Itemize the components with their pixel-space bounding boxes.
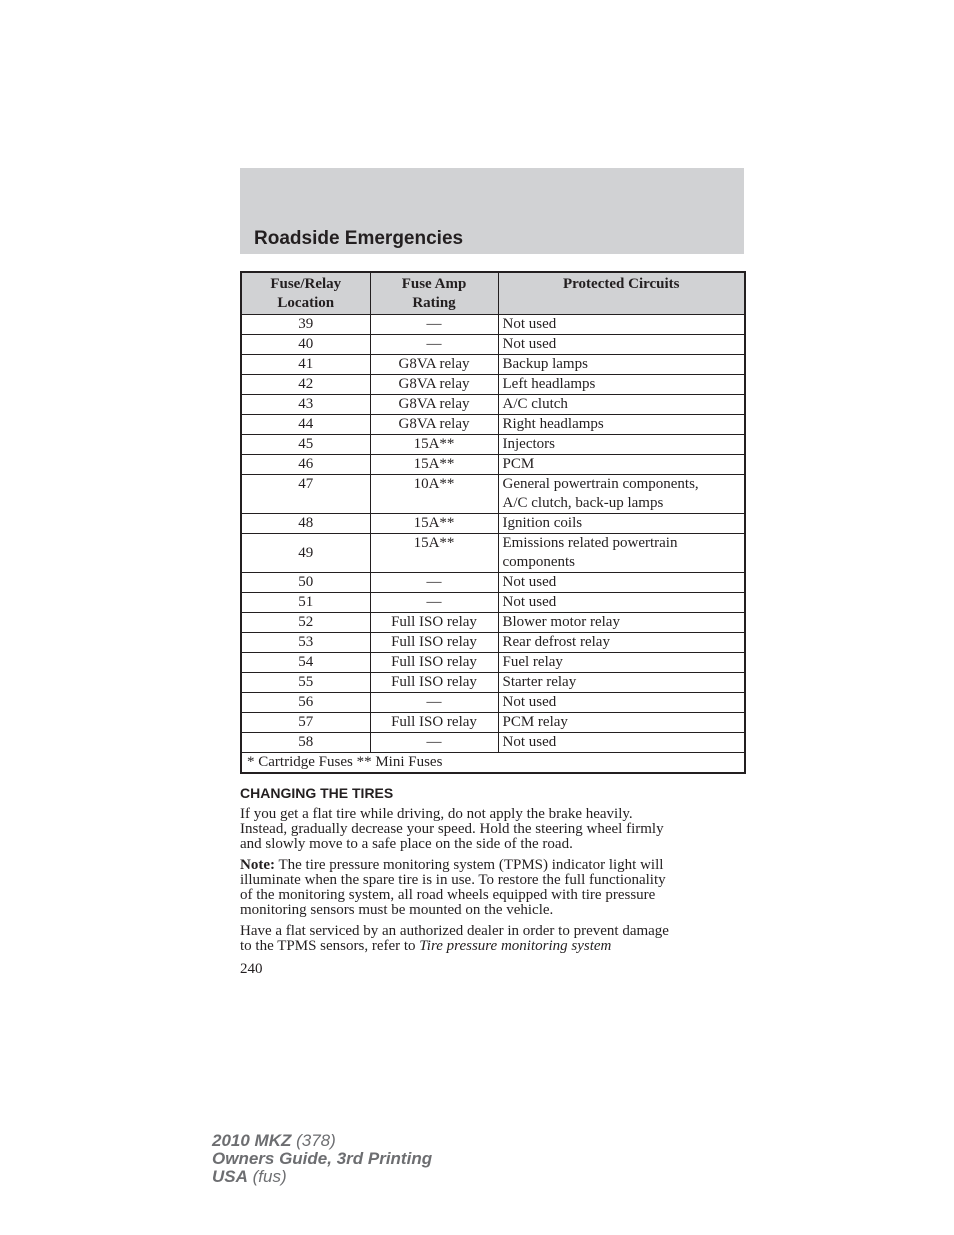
cell-rating: G8VA relay	[370, 395, 498, 415]
header-location-line2: Location	[277, 295, 335, 311]
cell-location: 57	[241, 713, 370, 733]
cell-location: 46	[241, 455, 370, 475]
cell-location: 45	[241, 435, 370, 455]
footer-model-line	[212, 1132, 432, 1150]
cell-circuits: Not used	[498, 335, 745, 355]
cell-location: 50	[241, 573, 370, 593]
flat-tire-line2: Instead, gradually decrease your speed. Hold the steering wheel firmly	[240, 821, 664, 837]
note-label: Note:	[240, 857, 275, 873]
flat-tire-paragraph	[240, 807, 744, 852]
table-row	[241, 435, 745, 455]
flat-tire-line1: If you get a flat tire while driving, do not apply the brake heavily.	[240, 806, 633, 822]
cell-circuits: Starter relay	[498, 673, 745, 693]
cell-rating: Full ISO relay	[370, 653, 498, 673]
cell-circuits: Not used	[498, 733, 745, 753]
cell-rating: Full ISO relay	[370, 613, 498, 633]
footer-model: 2010 MKZ	[212, 1131, 292, 1150]
note-line2: illuminate when the spare tire is in use. To restore the full functionality	[240, 872, 666, 888]
cell-location: 51	[241, 593, 370, 613]
cell-circuits	[498, 475, 745, 514]
table-row	[241, 415, 745, 435]
cell-rating: 15A**	[370, 514, 498, 534]
cell-circuits: Not used	[498, 315, 745, 335]
table-row	[241, 673, 745, 693]
footer-market-code: (fus)	[247, 1167, 287, 1186]
tpms-reference: Tire pressure monitoring system	[419, 938, 612, 954]
cell-rating: G8VA relay	[370, 415, 498, 435]
footer-market-line	[212, 1168, 432, 1186]
cell-circuits: Ignition coils	[498, 514, 745, 534]
cell-circuits-line1: Emissions related powertrain	[502, 535, 678, 551]
cell-location: 40	[241, 335, 370, 355]
page-number: 240	[240, 961, 263, 977]
table-row	[241, 475, 745, 514]
cell-rating: —	[370, 693, 498, 713]
header-circuits-text: Protected Circuits	[563, 276, 680, 292]
table-row	[241, 633, 745, 653]
table-row	[241, 713, 745, 733]
changing-tires-section	[240, 784, 744, 960]
cell-rating: G8VA relay	[370, 375, 498, 395]
cell-circuits: Injectors	[498, 435, 745, 455]
cell-circuits-line1: General powertrain components,	[502, 476, 699, 492]
table-row	[241, 375, 745, 395]
fuse-table	[240, 271, 746, 774]
cell-location: 48	[241, 514, 370, 534]
cell-rating: Full ISO relay	[370, 713, 498, 733]
note-line3: of the monitoring system, all road wheels equipped with tire pressure	[240, 887, 656, 903]
header-rating	[370, 272, 498, 315]
cell-location: 41	[241, 355, 370, 375]
section-title: Roadside Emergencies	[254, 228, 464, 249]
cell-circuits-line2: A/C clutch, back-up lamps	[502, 495, 664, 511]
table-row	[241, 593, 745, 613]
cell-circuits: A/C clutch	[498, 395, 745, 415]
cell-circuits	[498, 534, 745, 573]
table-row	[241, 573, 745, 593]
header-rating-line2: Rating	[412, 295, 456, 311]
cell-circuits: PCM relay	[498, 713, 745, 733]
table-footnote: * Cartridge Fuses ** Mini Fuses	[241, 753, 745, 774]
cell-circuits: Rear defrost relay	[498, 633, 745, 653]
header-rating-line1: Fuse Amp	[401, 276, 467, 292]
cell-circuits: Not used	[498, 593, 745, 613]
cell-rating: —	[370, 573, 498, 593]
cell-rating: —	[370, 733, 498, 753]
cell-rating: —	[370, 335, 498, 355]
cell-location: 54	[241, 653, 370, 673]
cell-location: 55	[241, 673, 370, 693]
cell-circuits: Left headlamps	[498, 375, 745, 395]
cell-location: 58	[241, 733, 370, 753]
cell-rating: 15A**	[370, 534, 498, 573]
cell-location: 56	[241, 693, 370, 713]
table-row	[241, 514, 745, 534]
cell-circuits-line2: components	[502, 554, 575, 570]
cell-circuits: Backup lamps	[498, 355, 745, 375]
table-header-row	[241, 272, 745, 315]
dealer-line1: Have a flat serviced by an authorized dealer in order to prevent damage	[240, 923, 669, 939]
table-row	[241, 335, 745, 355]
section-header-band	[240, 168, 744, 254]
cell-location: 43	[241, 395, 370, 415]
cell-circuits: PCM	[498, 455, 745, 475]
header-location-line1: Fuse/Relay	[270, 276, 342, 292]
cell-location: 44	[241, 415, 370, 435]
cell-rating: —	[370, 593, 498, 613]
cell-location: 53	[241, 633, 370, 653]
table-row	[241, 315, 745, 335]
cell-circuits: Right headlamps	[498, 415, 745, 435]
cell-rating: Full ISO relay	[370, 673, 498, 693]
dealer-line2: to the TPMS sensors, refer to	[240, 938, 420, 954]
cell-location: 47	[241, 475, 370, 514]
cell-circuits: Not used	[498, 693, 745, 713]
table-footnote-row	[241, 753, 745, 774]
table-row	[241, 693, 745, 713]
cell-rating: 10A**	[370, 475, 498, 514]
footer-market: USA	[212, 1167, 248, 1186]
cell-rating: 15A**	[370, 435, 498, 455]
document-footer	[212, 1132, 432, 1186]
footer-guide: Owners Guide, 3rd Printing	[212, 1149, 433, 1168]
cell-circuits: Blower motor relay	[498, 613, 745, 633]
cell-rating: 15A**	[370, 455, 498, 475]
changing-tires-heading: CHANGING THE TIRES	[240, 785, 394, 801]
header-location	[241, 272, 370, 315]
cell-rating: —	[370, 315, 498, 335]
table-row	[241, 534, 745, 573]
cell-location: 52	[241, 613, 370, 633]
table-row	[241, 355, 745, 375]
table-row	[241, 455, 745, 475]
dealer-service-paragraph	[240, 924, 744, 954]
cell-rating: Full ISO relay	[370, 633, 498, 653]
flat-tire-line3: and slowly move to a safe place on the side of the road.	[240, 836, 573, 852]
cell-location: 49	[241, 534, 370, 573]
header-circuits	[498, 272, 745, 315]
footer-guide-line	[212, 1150, 432, 1168]
footer-model-code: (378)	[291, 1131, 336, 1150]
cell-circuits: Fuel relay	[498, 653, 745, 673]
tpms-note-paragraph	[240, 858, 744, 918]
table-row	[241, 613, 745, 633]
cell-location: 42	[241, 375, 370, 395]
cell-location: 39	[241, 315, 370, 335]
table-row	[241, 395, 745, 415]
note-line1: The tire pressure monitoring system (TPMS) indicator light will	[274, 857, 664, 873]
note-line4: monitoring sensors must be mounted on the vehicle.	[240, 902, 554, 918]
table-row	[241, 653, 745, 673]
cell-circuits: Not used	[498, 573, 745, 593]
cell-rating: G8VA relay	[370, 355, 498, 375]
table-row	[241, 733, 745, 753]
